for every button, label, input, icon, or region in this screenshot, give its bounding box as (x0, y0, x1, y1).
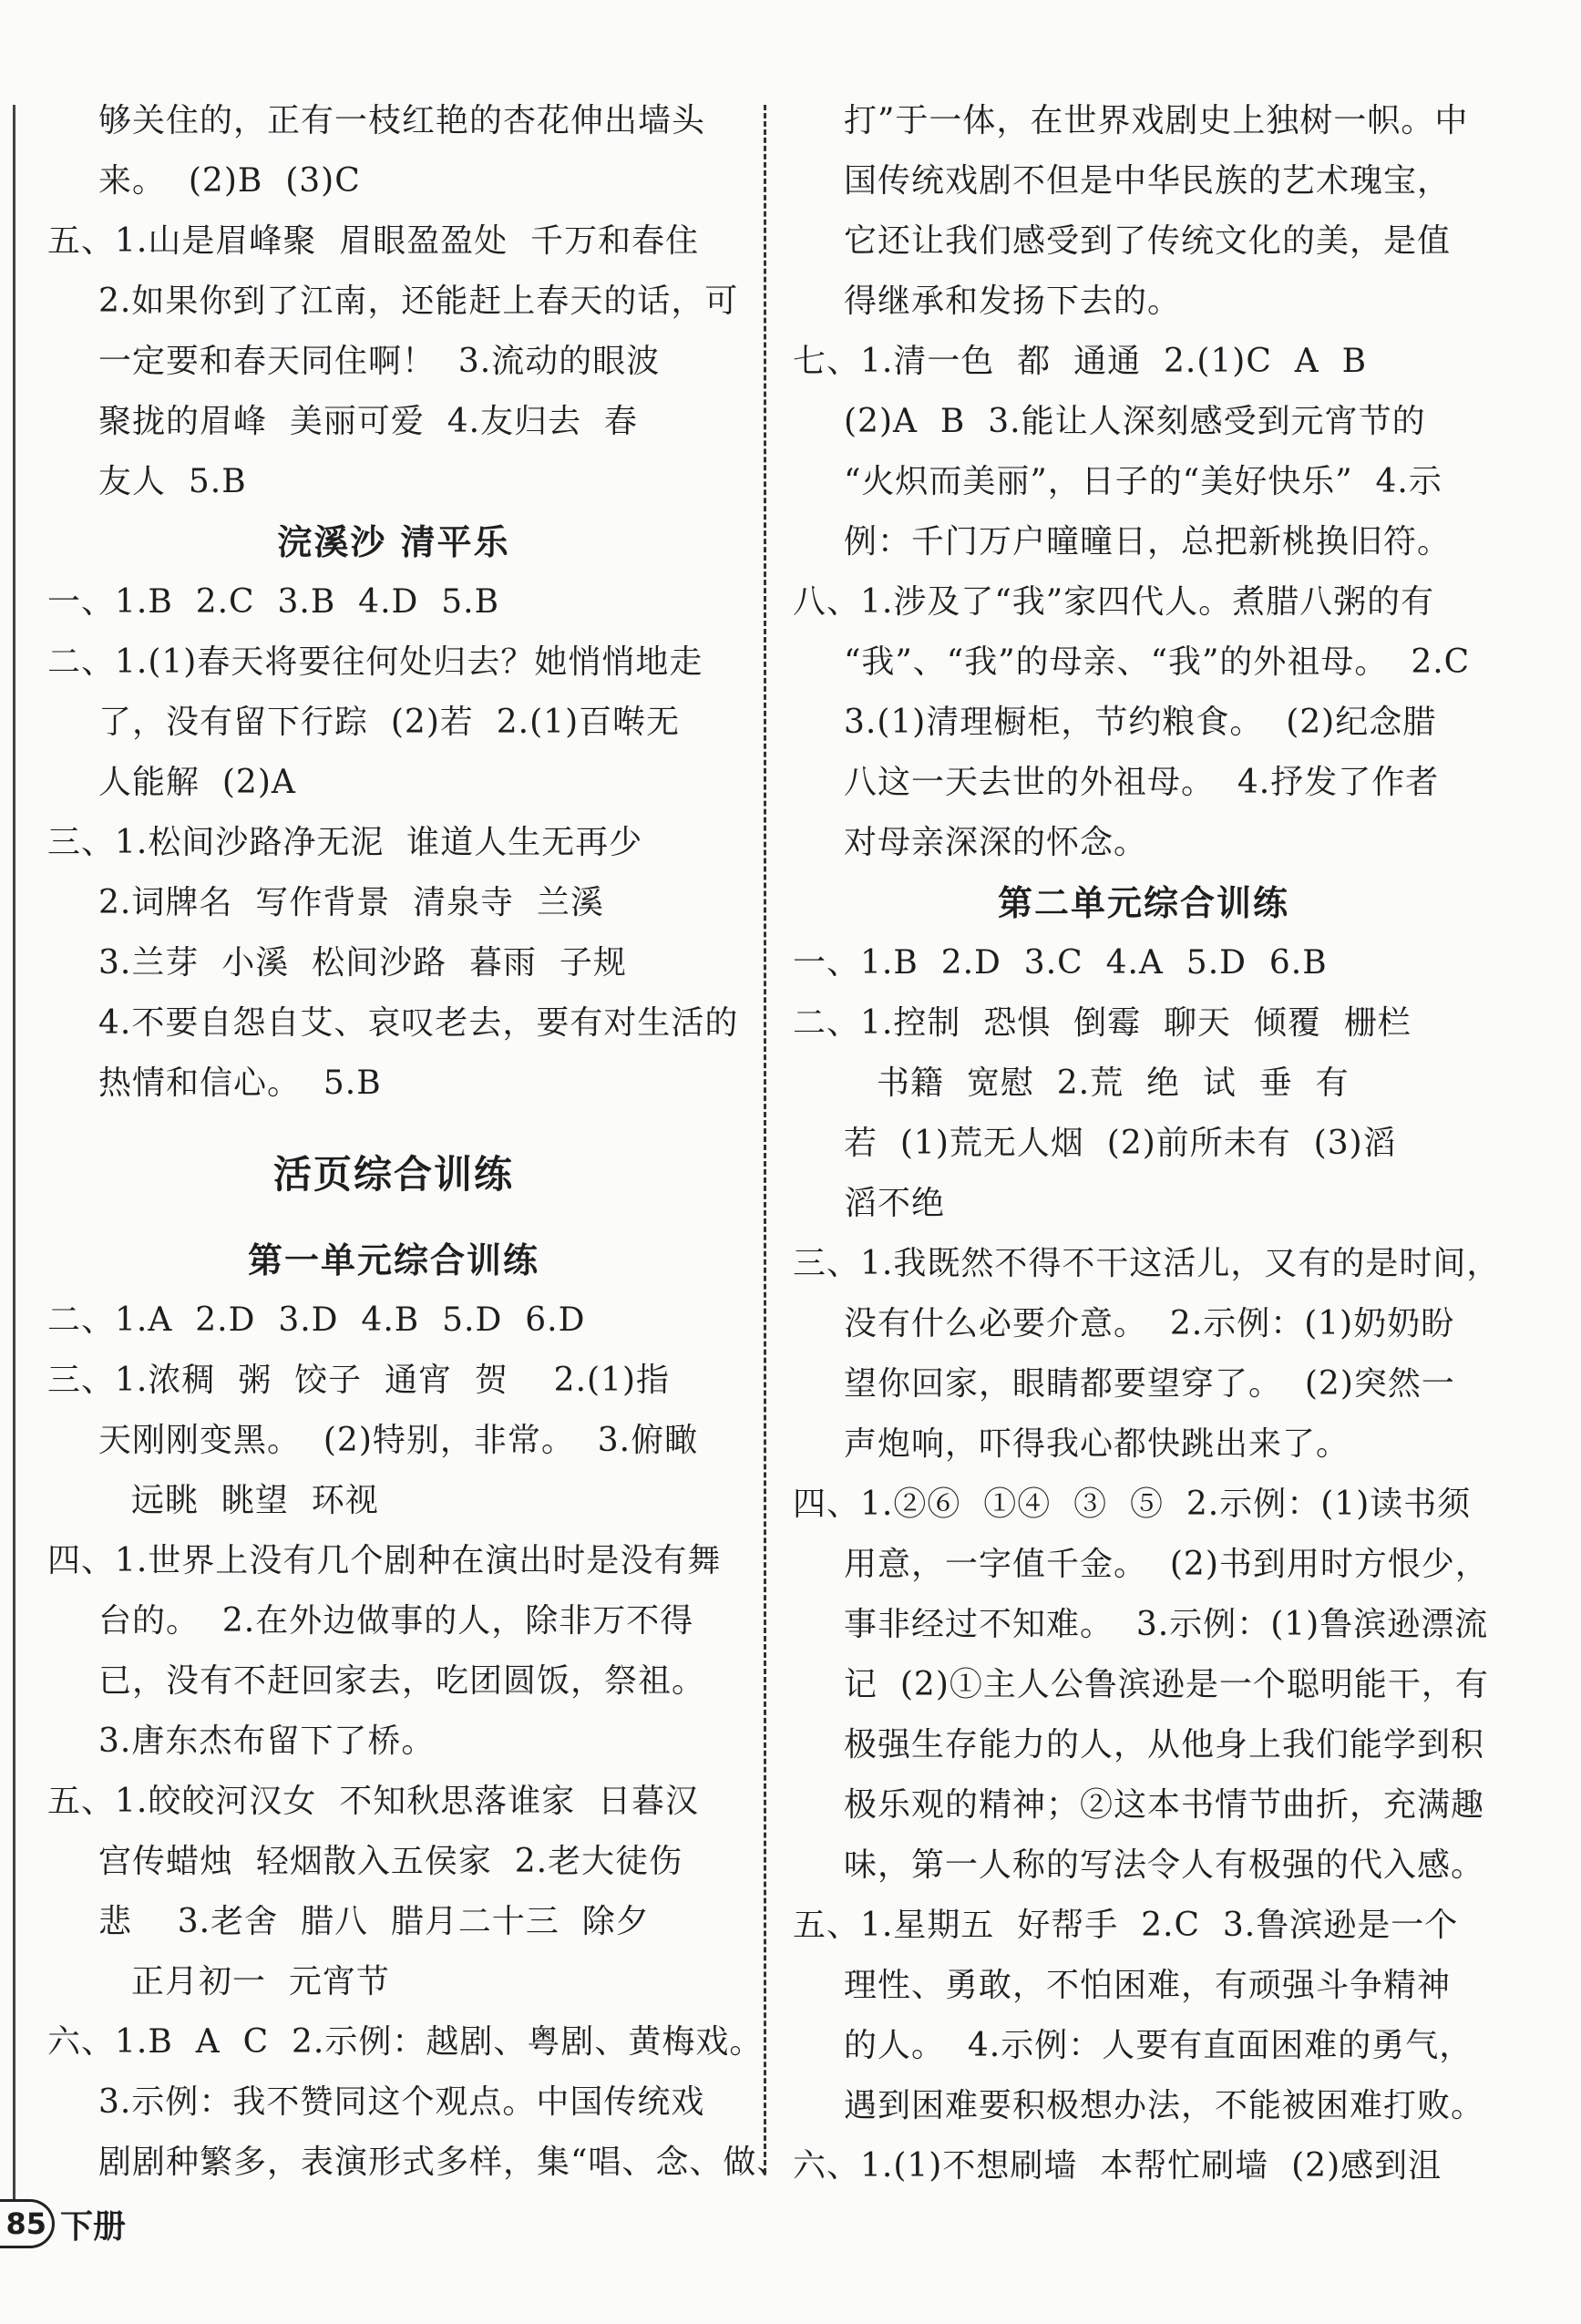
volume-label: 下册 (60, 2207, 127, 2246)
answer-continuation-line: 正月初一 元宵节 (131, 1963, 390, 2000)
answer-continuation-line: 来。 (2)B (3)C (98, 162, 361, 200)
answer-continuation-line: 天刚刚变黑。 (2)特别，非常。 3.俯瞰 (98, 1422, 699, 1459)
answer-continuation-line: 友人 5.B (98, 463, 247, 500)
page-number: 85 (0, 2199, 55, 2248)
answer-item-line: 五、1.星期五 好帮手 2.C 3.鲁滨逊是一个 (793, 1907, 1459, 1944)
answer-continuation-line: 得继承和发扬下去的。 (844, 283, 1182, 320)
answer-item-line: 四、1.世界上没有几个剧种在演出时是没有舞 (47, 1542, 722, 1579)
answer-item-line: 一、1.B 2.D 3.C 4.A 5.D 6.B (793, 944, 1328, 982)
answer-continuation-line: 若 (1)荒无人烟 (2)前所未有 (3)滔 (844, 1125, 1397, 1162)
answer-item-line: 三、1.浓稠 粥 饺子 通宵 贺 2.(1)指 (47, 1362, 671, 1399)
answer-continuation-line: 一定要和春天同住啊！ 3.流动的眼波 (98, 343, 661, 380)
section-heading: 浣溪沙 清平乐 (277, 522, 510, 562)
answer-item-line: 五、1.皎皎河汉女 不知秋思落谁家 日暮汉 (47, 1783, 700, 1820)
answer-continuation-line: 书籍 宽慰 2.荒 绝 试 垂 有 (877, 1064, 1350, 1102)
page-footer (0, 2196, 126, 2251)
answer-continuation-line: “我”、“我”的母亲、“我”的外祖母。 2.C (844, 643, 1471, 681)
answer-continuation-line: 对母亲深深的怀念。 (844, 824, 1148, 861)
answer-continuation-line: 2.如果你到了江南，还能赶上春天的话，可 (98, 283, 739, 320)
answer-continuation-line: 2.词牌名 写作背景 清泉寺 兰溪 (98, 884, 605, 921)
answer-continuation-line: 剧剧种繁多，表演形式多样，集“唱、念、做、 (98, 2144, 791, 2181)
answer-continuation-line: 已，没有不赶回家去，吃团圆饭，祭祖。 (98, 1662, 706, 1700)
answer-item-line: 二、1.(1)春天将要往何处归去？她悄悄地走 (47, 643, 703, 681)
answer-continuation-line: 人能解 (2)A (98, 764, 296, 801)
part-heading: 活页综合训练 (272, 1152, 514, 1197)
left-column (47, 91, 791, 2193)
answer-continuation-line: 聚拢的眉峰 美丽可爱 4.友归去 春 (98, 403, 639, 440)
answer-continuation-line: 极乐观的精神；②这本书情节曲折，充满趣 (844, 1786, 1485, 1824)
answer-continuation-line: 台的。 2.在外边做事的人，除非万不得 (98, 1602, 694, 1640)
answer-item-line: 三、1.我既然不得不干这活儿，又有的是时间， (793, 1245, 1501, 1282)
answer-continuation-line: “火炽而美丽”，日子的“美好快乐” 4.示 (844, 463, 1442, 500)
answer-continuation-line: 极强生存能力的人，从他身上我们能学到积 (844, 1726, 1485, 1764)
answer-continuation-line: 热情和信心。 5.B (98, 1064, 382, 1102)
answer-item-line: 一、1.B 2.C 3.B 4.D 5.B (47, 583, 500, 621)
left-margin-rule (13, 105, 15, 2201)
answer-item-line: 六、1.B A C 2.示例：越剧、粤剧、黄梅戏。 (47, 2023, 764, 2061)
answer-continuation-line: 例：千门万户曈曈日，总把新桃换旧符。 (844, 523, 1452, 560)
answer-continuation-line: 3.兰芽 小溪 松间沙路 暮雨 子规 (98, 944, 627, 982)
section-heading: 第二单元综合训练 (997, 883, 1289, 923)
answer-continuation-line: 4.不要自怨自艾、哀叹老去，要有对生活的 (98, 1004, 739, 1042)
answer-item-line: 八、1.涉及了“我”家四代人。煮腊八粥的有 (793, 583, 1435, 621)
answer-continuation-line: 宫传蜡烛 轻烟散入五侯家 2.老大徒伤 (98, 1843, 683, 1880)
answer-continuation-line: 悲 3.老舍 腊八 腊月二十三 除夕 (98, 1903, 650, 1940)
answer-continuation-line: 八这一天去世的外祖母。 4.抒发了作者 (844, 764, 1440, 801)
answer-continuation-line: 它还让我们感受到了传统文化的美，是值 (844, 222, 1452, 260)
answer-continuation-line: 滔不绝 (844, 1185, 946, 1222)
answer-continuation-line: 声炮响，吓得我心都快跳出来了。 (844, 1425, 1350, 1463)
answer-item-line: 四、1.②⑥ ①④ ③ ⑤ 2.示例：(1)读书须 (793, 1486, 1472, 1523)
answer-continuation-line: 3.(1)清理橱柜，节约粮食。 (2)纪念腊 (844, 704, 1437, 741)
answer-continuation-line: 味，第一人称的写法令人有极强的代入感。 (844, 1846, 1485, 1884)
answer-continuation-line: 3.唐东杰布留下了桥。 (98, 1722, 436, 1760)
answer-continuation-line: 了，没有留下行踪 (2)若 2.(1)百啭无 (98, 704, 681, 741)
answer-continuation-line: 的人。 4.示例：人要有直面困难的勇气， (844, 2027, 1473, 2064)
answer-continuation-line: 遇到困难要积极想办法，不能被困难打败。 (844, 2087, 1485, 2124)
answer-item-line: 五、1.山是眉峰聚 眉眼盈盈处 千万和春住 (47, 222, 700, 260)
answer-continuation-line: 够关住的，正有一枝红艳的杏花伸出墙头 (98, 102, 706, 139)
answer-continuation-line: 望你回家，眼睛都要望穿了。 (2)突然一 (844, 1365, 1455, 1403)
answer-continuation-line: 理性、勇敢，不怕困难，有顽强斗争精神 (844, 1967, 1452, 2004)
answer-continuation-line: 国传统戏剧不但是中华民族的艺术瑰宝， (844, 162, 1452, 200)
answer-item-line: 三、1.松间沙路净无泥 谁道人生无再少 (47, 824, 643, 861)
answer-continuation-line: 用意，一字值千金。 (2)书到用时方恨少， (844, 1546, 1489, 1583)
answer-item-line: 二、1.控制 恐惧 倒霉 聊天 倾覆 栅栏 (793, 1004, 1412, 1042)
answer-item-line: 六、1.(1)不想刷墙 本帮忙刷墙 (2)感到沮 (793, 2147, 1442, 2185)
answer-continuation-line: 没有什么必要介意。 2.示例：(1)奶奶盼 (844, 1305, 1455, 1342)
answer-item-line: 二、1.A 2.D 3.D 4.B 5.D 6.D (47, 1301, 586, 1339)
answer-continuation-line: 3.示例：我不赞同这个观点。中国传统戏 (98, 2083, 705, 2121)
column-divider (764, 105, 766, 2174)
section-heading: 第一单元综合训练 (247, 1240, 539, 1280)
answer-continuation-line: 打”于一体，在世界戏剧史上独树一帜。中 (844, 102, 1469, 139)
answer-item-line: 七、1.清一色 都 通通 2.(1)C A B (793, 343, 1368, 380)
answer-continuation-line: 事非经过不知难。 3.示例：(1)鲁滨逊漂流 (844, 1606, 1489, 1643)
answer-continuation-line: 远眺 眺望 环视 (131, 1482, 379, 1519)
right-column (793, 91, 1501, 2196)
answer-continuation-line: 记 (2)①主人公鲁滨逊是一个聪明能干，有 (844, 1666, 1489, 1703)
answer-continuation-line: (2)A B 3.能让人深刻感受到元宵节的 (844, 403, 1426, 440)
